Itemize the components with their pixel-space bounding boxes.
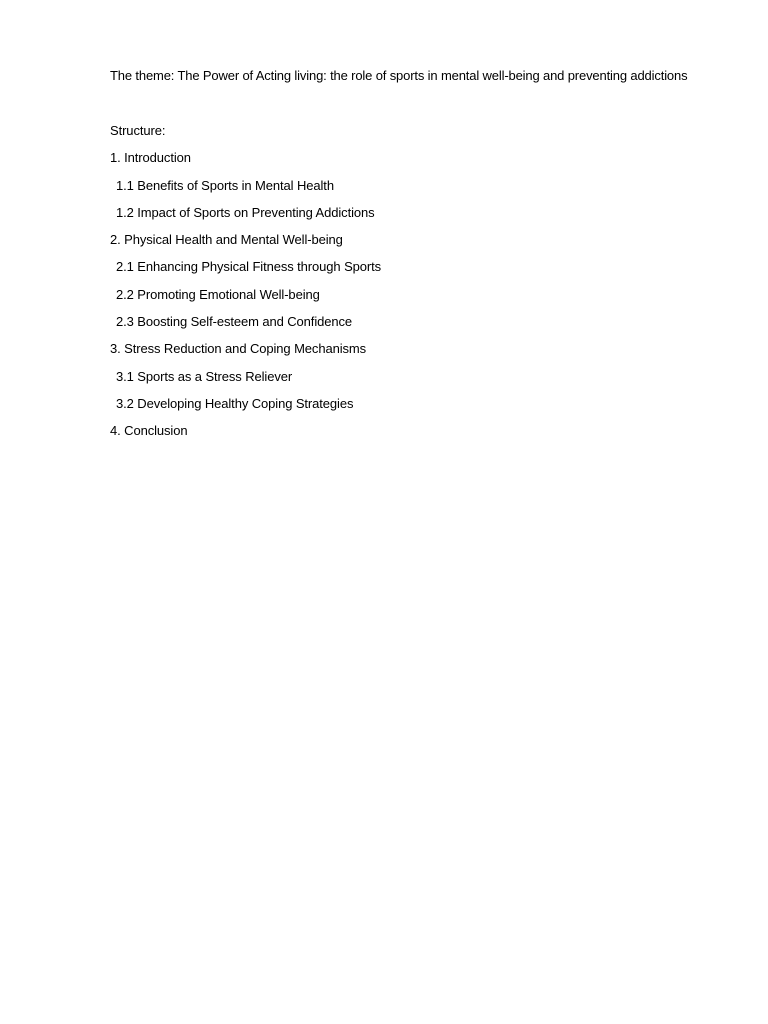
subsection-2-2: 2.2 Promoting Emotional Well-being (116, 286, 320, 302)
section-4-title: 4. Conclusion (110, 423, 188, 439)
subsection-3-1: 3.1 Sports as a Stress Reliever (116, 368, 293, 384)
section-3-title: 3. Stress Reduction and Coping Mechanisms (110, 341, 367, 357)
section-1-title: 1. Introduction (110, 150, 191, 166)
theme-heading: The theme: The Power of Acting living: the role of sports in mental well-being and preventing addictions (110, 68, 688, 83)
subsection-2-3: 2.3 Boosting Self-esteem and Confidence (116, 314, 353, 330)
subsection-3-2: 3.2 Developing Healthy Coping Strategies (116, 395, 354, 411)
subsection-1-2: 1.2 Impact of Sports on Preventing Addictions (116, 204, 375, 220)
subsection-2-1: 2.1 Enhancing Physical Fitness through Sports (116, 259, 382, 275)
subsection-1-1: 1.1 Benefits of Sports in Mental Health (116, 177, 334, 193)
section-2-title: 2. Physical Health and Mental Well-being (110, 232, 343, 248)
paragraph-spacer (110, 86, 750, 121)
structure-label: Structure: (110, 123, 166, 138)
document-body (110, 66, 750, 449)
